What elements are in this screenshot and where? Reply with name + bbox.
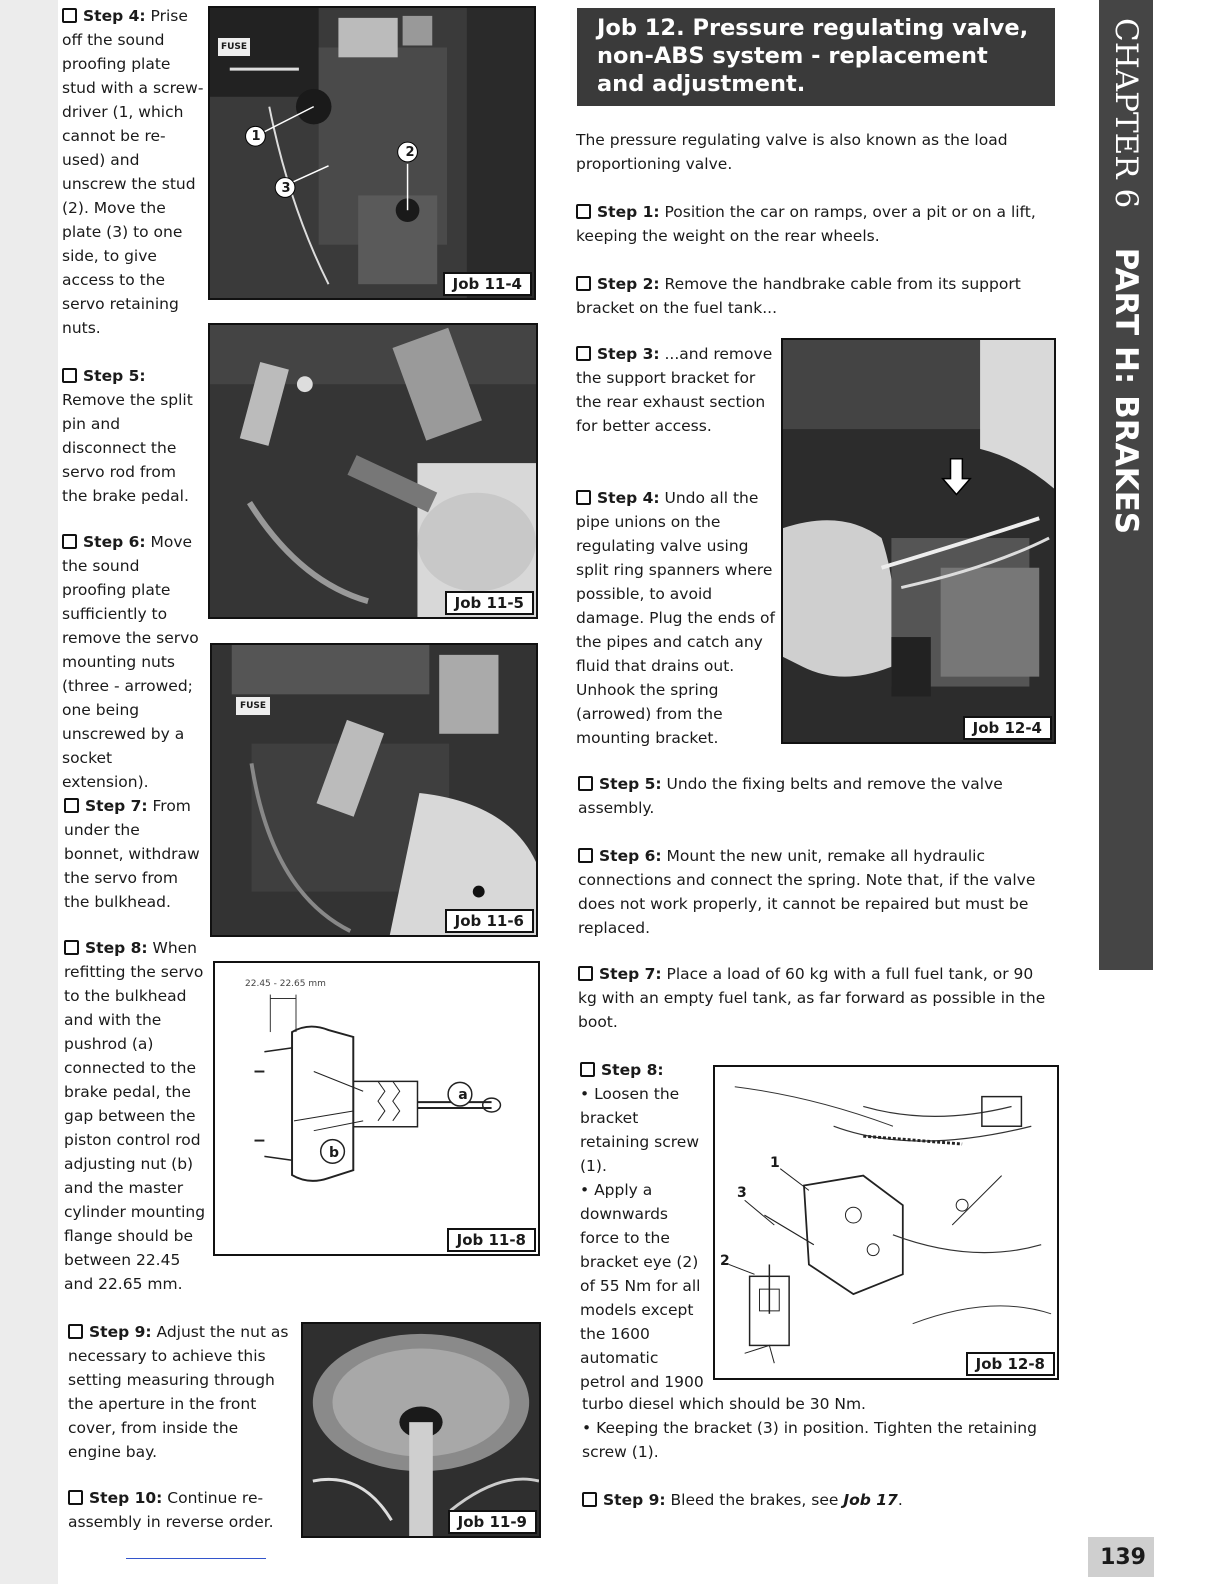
job-12-title: Job 12. Pressure regulating valve, non-ABS system - replacement and adjustment. bbox=[577, 8, 1055, 106]
right-step-7: Step 7: Place a load of 60 kg with a full fuel tank, or 90 kg with an empty fuel tank, as far forward as possible in the boot. bbox=[578, 965, 1046, 1031]
step-8-bullet-2-end: turbo diesel which should be 30 Nm. bbox=[582, 1395, 866, 1413]
checkbox-icon bbox=[64, 940, 79, 955]
checkbox-icon bbox=[576, 276, 591, 291]
checkbox-icon bbox=[68, 1324, 83, 1339]
callout-1: 1 bbox=[251, 129, 261, 144]
photo-job-12-4 bbox=[781, 338, 1056, 744]
step-8-bullet-2: • Apply a downwards force to the bracket eye (2) of 55 Nm for all models except the 1600 automatic petrol and 1900 bbox=[580, 1181, 704, 1391]
chapter-label: CHAPTER 6 bbox=[1108, 18, 1144, 209]
checkbox-icon bbox=[578, 848, 593, 863]
callout-a: a bbox=[458, 1087, 468, 1103]
side-tab-text bbox=[1104, 18, 1148, 948]
dimension-text: 22.45 - 22.65 mm bbox=[245, 979, 326, 989]
checkbox-icon bbox=[580, 1062, 595, 1077]
job-17-reference[interactable]: Job 17 bbox=[843, 1491, 898, 1509]
right-step-2: Step 2: Remove the handbrake cable from its support bracket on the fuel tank... bbox=[576, 275, 1021, 317]
callout-2: 2 bbox=[720, 1253, 730, 1269]
callout-2: 2 bbox=[405, 145, 415, 160]
right-step-6: Step 6: Mount the new unit, remake all hydraulic connections and connect the spring. Note that, if the valve does not work properly, it cannot be repaired but must be replaced. bbox=[578, 847, 1036, 937]
checkbox-icon bbox=[62, 534, 77, 549]
part-label: PART H: BRAKES bbox=[1108, 247, 1144, 535]
left-step-6: Step 6: Move the sound proofing plate sufficiently to remove the servo mounting nuts (three - arrowed; one being unscrewed by a socket extension). bbox=[62, 533, 199, 791]
right-step-1: Step 1: Position the car on ramps, over a pit or on a lift, keeping the weight on the rear wheels. bbox=[576, 203, 1036, 245]
callout-b: b bbox=[328, 1145, 340, 1161]
checkbox-icon bbox=[64, 798, 79, 813]
checkbox-icon bbox=[578, 966, 593, 981]
fuse-label: FUSE bbox=[218, 38, 250, 56]
photo-job-11-6 bbox=[210, 643, 538, 937]
page-number: 139 bbox=[1088, 1537, 1154, 1577]
figure-label: Job 11-6 bbox=[445, 909, 534, 933]
figure-label: Job 11-8 bbox=[447, 1228, 536, 1252]
step-8-bullet-3: • Keeping the bracket (3) in position. Tighten the retaining screw (1). bbox=[582, 1419, 1037, 1461]
right-step-8: Step 8: • Loosen the bracket retaining screw (1). • Apply a downwards force to the bracket eye (2) of 55 Nm for all models except the 1600 automatic petrol and 1900 bbox=[580, 1058, 708, 1394]
checkbox-icon bbox=[68, 1490, 83, 1505]
callout-1: 1 bbox=[770, 1155, 780, 1171]
left-step-8: Step 8: When refitting the servo to the bulkhead and with the pushrod (a) connected to the brake pedal, the gap between the piston control rod adjusting nut (b) and the master cylinder mounting flange should be between 22.45 and 22.65 mm. bbox=[64, 939, 206, 1293]
checkbox-icon bbox=[576, 346, 591, 361]
checkbox-icon bbox=[576, 204, 591, 219]
drawing-job-12-8 bbox=[713, 1065, 1059, 1380]
right-step-9: Step 9: Bleed the brakes, see Job 17. bbox=[582, 1488, 1052, 1512]
checkbox-icon bbox=[578, 776, 593, 791]
right-step-4: Step 4: Undo all the pipe unions on the regulating valve using split ring spanners where possible, to avoid damage. Plug the ends of the pipes and catch any fluid that drains out. Unhook the spring (arrowed) from the mounting bracket. bbox=[576, 489, 775, 747]
drawing-job-11-8 bbox=[213, 961, 540, 1256]
right-step-3: Step 3: ...and remove the support bracket for the rear exhaust section for better access. bbox=[576, 345, 773, 435]
figure-label: Job 11-9 bbox=[448, 1510, 537, 1534]
job-12-intro: The pressure regulating valve is also known as the load proportioning valve. bbox=[576, 131, 1008, 173]
right-step-5: Step 5: Undo the fixing belts and remove the valve assembly. bbox=[578, 775, 1003, 817]
checkbox-icon bbox=[62, 368, 77, 383]
left-step-9: Step 9: Adjust the nut as necessary to achieve this setting measuring through the aperture in the front cover, from inside the engine bay. bbox=[68, 1323, 289, 1461]
left-step-5: Step 5: Remove the split pin and disconnect the servo rod from the brake pedal. bbox=[62, 367, 193, 505]
fuse-label: FUSE bbox=[236, 697, 270, 715]
left-step-7: Step 7: From under the bonnet, withdraw the servo from the bulkhead. bbox=[64, 797, 200, 911]
step-8-bullet-1: • Loosen the bracket retaining screw (1). bbox=[580, 1085, 700, 1175]
footer-rule bbox=[126, 1558, 266, 1559]
figure-label: Job 12-8 bbox=[966, 1352, 1055, 1376]
left-step-4: Step 4: Prise off the sound proofing plate stud with a screw-driver (1, which cannot be re-used) and unscrew the stud (2). Move the plate (3) to one side, to give access to the servo retaining nuts. bbox=[62, 7, 204, 337]
callout-3: 3 bbox=[281, 181, 291, 196]
figure-label: Job 12-4 bbox=[963, 716, 1052, 740]
checkbox-icon bbox=[62, 8, 77, 23]
callout-3: 3 bbox=[737, 1185, 747, 1201]
left-step-10: Step 10: Continue re-assembly in reverse order. bbox=[68, 1489, 274, 1531]
checkbox-icon bbox=[582, 1492, 597, 1507]
checkbox-icon bbox=[576, 490, 591, 505]
figure-label: Job 11-4 bbox=[443, 272, 532, 296]
photo-job-11-5 bbox=[208, 323, 538, 619]
photo-job-11-9 bbox=[301, 1322, 541, 1538]
figure-label: Job 11-5 bbox=[445, 591, 534, 615]
right-step-8-continued bbox=[582, 1392, 1052, 1464]
page-edge-strip bbox=[0, 0, 58, 1584]
photo-job-11-4 bbox=[208, 6, 536, 300]
